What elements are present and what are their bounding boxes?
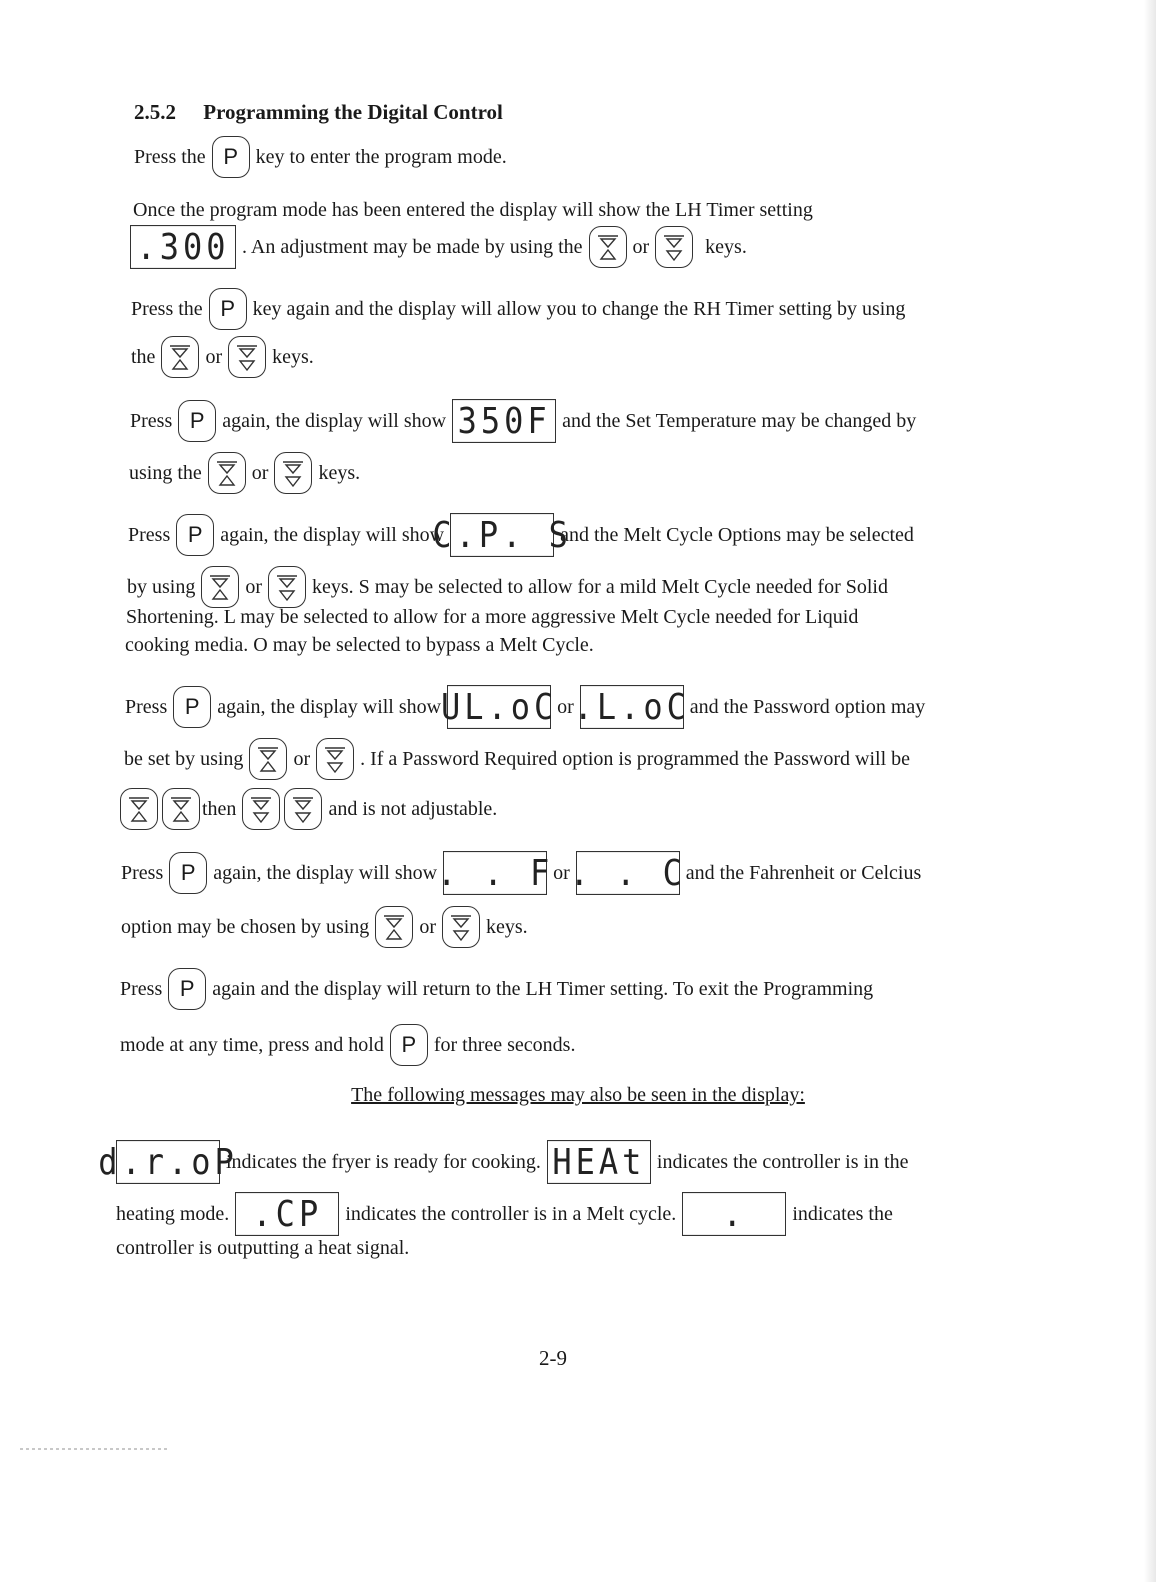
text: heating mode. <box>116 1203 230 1225</box>
text: indicates the controller is in a Melt cycle. <box>345 1203 677 1225</box>
lcd-set-temp: 350F <box>452 399 556 443</box>
paragraph-set-temp-2 <box>129 452 360 494</box>
paragraph-password-3 <box>118 788 497 830</box>
paragraph-messages <box>98 1141 909 1183</box>
lcd-heat: HEAt <box>547 1140 651 1184</box>
text: option may be chosen by using <box>121 916 370 938</box>
text: or <box>251 462 269 484</box>
down-arrow-key-icon <box>228 336 266 378</box>
text: or <box>632 236 650 258</box>
text: indicates the controller is in the <box>656 1151 909 1173</box>
paragraph-temp-scale-2 <box>121 906 528 948</box>
lcd-heat-signal: . <box>682 1192 786 1236</box>
p-key-icon: P <box>168 968 206 1010</box>
text: Press <box>121 862 164 884</box>
text: Press the <box>131 298 203 320</box>
text: Press <box>125 696 168 718</box>
text: Once the program mode has been entered the display will show the LH Timer setting <box>133 199 813 221</box>
text: again, the display will show <box>220 524 445 546</box>
down-arrow-key-icon <box>442 906 480 948</box>
lcd-cp: .CP <box>235 1192 339 1236</box>
text: keys. <box>272 346 314 368</box>
lcd-fahrenheit: . . F <box>436 852 554 894</box>
page-number: 2-9 <box>539 1346 567 1370</box>
text: or <box>557 696 574 718</box>
p-key-icon: P <box>176 514 214 556</box>
paragraph-enter-program <box>134 136 507 178</box>
text: or <box>553 862 570 884</box>
text: and is not adjustable. <box>328 798 498 820</box>
lcd-melt-cycle: C.P. S <box>432 514 572 556</box>
p-key-icon: P <box>173 686 211 728</box>
text: or <box>419 916 436 938</box>
text: or <box>245 576 263 598</box>
text: by using <box>127 576 196 598</box>
text: be set by using <box>124 748 244 770</box>
text: then <box>202 798 237 820</box>
up-arrow-key-icon <box>161 336 199 378</box>
text: . If a Password Required option is programmed the Password will be <box>360 748 911 770</box>
messages-heading <box>0 1084 1156 1107</box>
text: and the Melt Cycle Options may be selected <box>560 524 914 546</box>
text: using the <box>129 462 202 484</box>
paragraph-return <box>120 968 873 1010</box>
text: keys. S may be selected to allow for a mild Melt Cycle needed for Solid <box>312 576 888 598</box>
up-arrow-key-icon <box>162 788 200 830</box>
text: keys. <box>318 462 361 484</box>
p-key-icon: P <box>169 852 207 894</box>
lcd-celcius: . . C <box>569 852 686 894</box>
down-arrow-key-icon <box>268 566 306 608</box>
lcd-drop: d.r.oP <box>98 1141 238 1183</box>
paragraph-rh-timer <box>131 288 905 330</box>
text: controller is outputting a heat signal. <box>116 1237 410 1259</box>
text: again, the display will show <box>213 862 438 884</box>
section-heading <box>134 100 503 125</box>
text: and the Fahrenheit or Celcius <box>685 862 922 884</box>
up-arrow-key-icon <box>201 566 239 608</box>
up-arrow-key-icon <box>589 226 627 268</box>
section-title: Programming the Digital Control <box>203 100 503 124</box>
up-arrow-key-icon <box>120 788 158 830</box>
text: the <box>131 346 156 368</box>
p-key-icon: P <box>390 1024 428 1066</box>
down-arrow-key-icon <box>655 226 693 268</box>
text: again and the display will return to the LH Timer setting. To exit the Programming <box>212 978 874 1000</box>
lcd-lh-timer: .300 <box>130 225 236 269</box>
text: indicates the <box>792 1203 893 1225</box>
lcd-l-oc: .L.oC <box>573 686 690 728</box>
paragraph-lh-timer <box>133 196 813 224</box>
paragraph-rh-timer-2 <box>131 336 314 378</box>
text: and the Password option may <box>689 696 926 718</box>
paragraph-melt-cycle <box>128 514 914 556</box>
text: key again and the display will allow you to change the RH Timer setting by using <box>252 298 906 320</box>
text: Press <box>130 410 173 432</box>
p-key-icon: P <box>212 136 250 178</box>
text: or <box>205 346 223 368</box>
paragraph-messages-3 <box>116 1234 409 1262</box>
text: for three seconds. <box>433 1034 576 1056</box>
p-key-icon: P <box>178 400 216 442</box>
text: key to enter the program mode. <box>255 146 507 168</box>
paragraph-melt-cycle-2 <box>127 566 888 608</box>
text: Press <box>128 524 171 546</box>
paragraph-password-2 <box>124 738 910 780</box>
text: Press the <box>134 146 206 168</box>
up-arrow-key-icon <box>375 906 413 948</box>
text: Shortening. L may be selected to allow for a more aggressive Melt Cycle needed for Liquid <box>126 606 859 628</box>
text: mode at any time, press and hold <box>120 1034 384 1056</box>
up-arrow-key-icon <box>208 452 246 494</box>
text: or <box>293 748 311 770</box>
paragraph-return-2 <box>120 1024 575 1066</box>
up-arrow-key-icon <box>249 738 287 780</box>
lcd-ul-oc: UL.oC <box>440 686 558 728</box>
paragraph-melt-cycle-3 <box>126 604 858 630</box>
text: keys. <box>705 236 747 258</box>
paragraph-melt-cycle-4 <box>125 632 594 658</box>
text: keys. <box>485 916 528 938</box>
text: The following messages may also be seen in the display: <box>351 1084 805 1106</box>
paragraph-password <box>125 686 925 728</box>
text: and the Set Temperature may be changed by <box>562 410 917 432</box>
text: Press <box>120 978 163 1000</box>
text: . An adjustment may be made by using the <box>242 236 583 258</box>
text: again, the display will show <box>217 696 442 718</box>
paragraph-messages-2 <box>116 1194 893 1234</box>
down-arrow-key-icon <box>316 738 354 780</box>
text: cooking media. O may be selected to bypass a Melt Cycle. <box>125 634 594 656</box>
down-arrow-key-icon <box>274 452 312 494</box>
paragraph-lh-timer-2 <box>130 226 747 268</box>
paragraph-temp-scale <box>121 852 921 894</box>
paragraph-set-temp <box>130 400 916 442</box>
scan-edge <box>1144 0 1156 1582</box>
scan-smudge <box>20 1448 170 1450</box>
text: indicates the fryer is ready for cooking. <box>226 1151 541 1173</box>
p-key-icon: P <box>209 288 247 330</box>
down-arrow-key-icon <box>284 788 322 830</box>
down-arrow-key-icon <box>242 788 280 830</box>
text: again, the display will show <box>222 410 447 432</box>
section-number: 2.5.2 <box>134 100 176 124</box>
